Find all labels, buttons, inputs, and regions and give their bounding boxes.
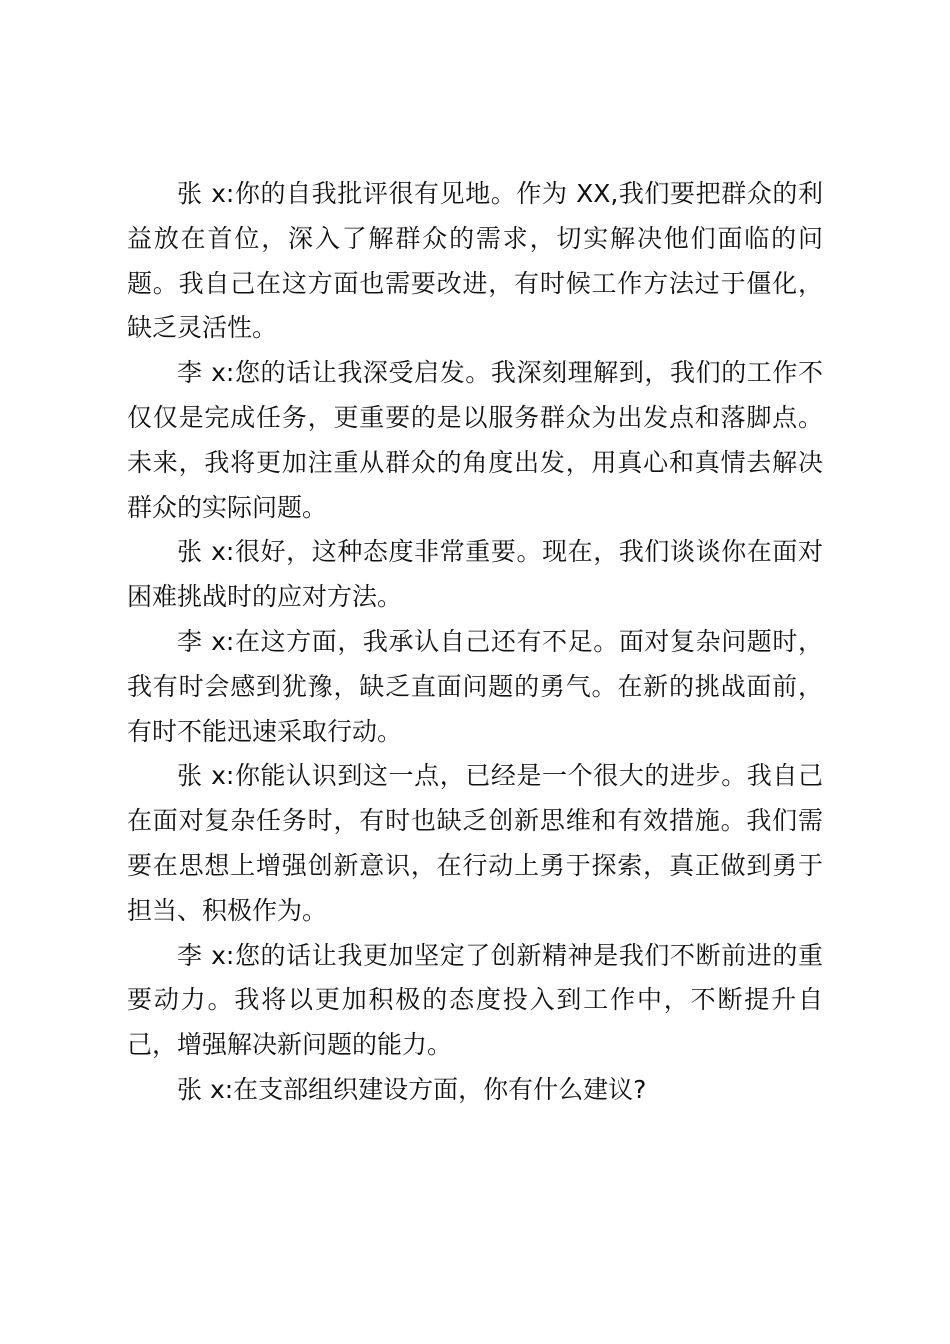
paragraph: 张 x:在支部组织建设方面，你有什么建议? xyxy=(177,1074,647,1104)
paragraph: 张 x:你能认识到这一点，已经是一个很大的进步。我自己在面对复杂任务时，有时也缺乏创新思维和有效措施。我们需要在思想上增强创新意识，在行动上勇于探索，真正做到勇于担当、积极作为。 xyxy=(127,761,823,925)
paragraph: 张 x:很好，这种态度非常重要。现在，我们谈谈你在面对困难挑战时的应对方法。 xyxy=(127,537,823,612)
paragraph: 李 x:在这方面，我承认自己还有不足。面对复杂问题时，我有时会感到犹豫，缺乏直面问题的勇气。在新的挑战面前，有时不能迅速采取行动。 xyxy=(127,626,823,746)
paragraph: 李 x:您的话让我更加坚定了创新精神是我们不断前进的重要动力。我将以更加积极的态度投入到工作中，不断提升自己，增强解决新问题的能力。 xyxy=(127,940,823,1060)
document-body xyxy=(127,172,823,1113)
paragraph: 李 x:您的话让我深受启发。我深刻理解到，我们的工作不仅仅是完成任务，更重要的是以服务群众为出发点和落脚点。未来，我将更加注重从群众的角度出发，用真心和真情去解决群众的实际问题。 xyxy=(127,358,823,522)
paragraph: 张 x:你的自我批评很有见地。作为 XX,我们要把群众的利益放在首位，深入了解群众的需求，切实解决他们面临的问题。我自己在这方面也需要改进，有时候工作方法过于僵化，缺乏灵活性。 xyxy=(127,179,823,343)
